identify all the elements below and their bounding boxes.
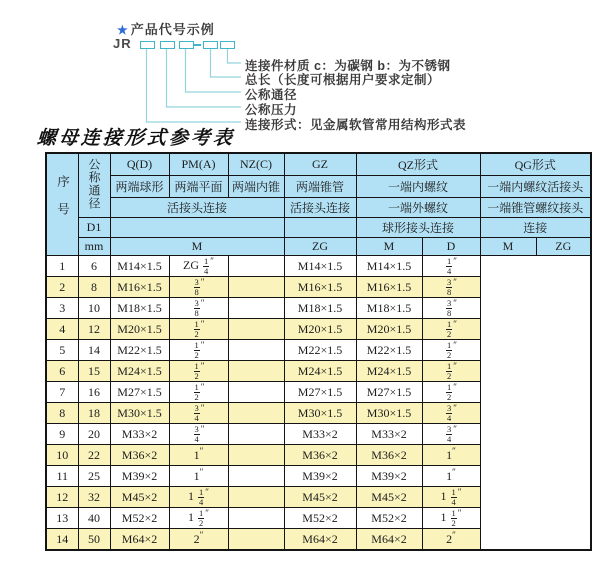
cell-qg-zg: $\frac{3}{4}$ ″ [422,403,480,424]
cell-seq: 7 [46,382,78,403]
cell-qg-m: M22×1.5 [356,340,422,361]
cell-qg-zg: $\frac{1}{2}$ ″ [422,319,480,340]
cell-qz-m [228,277,284,298]
col-header-pm: PM(A) [169,153,228,176]
cell-seq: 14 [46,529,78,551]
code-box-2 [160,41,175,49]
cell-m-main: M64×2 [110,529,169,551]
label-material: 连接件材质 c：为碳钢 b：为不锈钢 [245,59,451,73]
cell-qz-d: M22×1.5 [284,340,356,361]
cell-qz-m [228,487,284,508]
cell-qg-m: M64×2 [356,529,422,551]
col-header-qg: QG形式 [480,153,591,176]
cell-qz-m [228,403,284,424]
cell-seq: 3 [46,298,78,319]
cell-dn-mm: 15 [78,361,110,382]
table-row [46,529,591,551]
blank-cell-main [110,218,284,238]
cell-qg-zg: $\frac{1}{2}$ ″ [422,361,480,382]
cell-seq: 1 [46,256,78,277]
cell-dn-mm: 16 [78,382,110,403]
cell-qz-d: M36×2 [284,445,356,466]
cell-qg-m: M30×1.5 [356,403,422,424]
col-header-qz-m: M [356,238,422,256]
table-row [46,361,591,382]
col-header-gz: GZ [284,153,356,176]
desc-qg-2: 一端锥管螺纹接头 [480,198,591,218]
cell-qg-m: M52×2 [356,508,422,529]
label-total-length: 总长（长度可根据用户要求定制） [245,73,441,87]
cell-qz-m [228,298,284,319]
cell-qg-zg: 1″ [422,466,480,487]
desc-nz: 两端内锥 [228,176,284,198]
cell-gz-zg: 1 $\frac{1}{4}$ ″ [169,487,228,508]
table-body [46,256,591,551]
cell-m-main: M33×2 [110,424,169,445]
cell-dn-mm: 40 [78,508,110,529]
cell-qz-d: M33×2 [284,424,356,445]
cell-m-main: M22×1.5 [110,340,169,361]
cell-gz-zg: 2″ [169,529,228,551]
table-row [46,424,591,445]
cell-dn-mm: 6 [78,256,110,277]
cell-seq: 10 [46,445,78,466]
cell-qg-zg: $\frac{3}{8}$ ″ [422,277,480,298]
cell-qg-zg: 1 $\frac{1}{2}$ ″ [422,508,480,529]
cell-seq: 9 [46,424,78,445]
cell-gz-zg: $\frac{3}{8}$ ″ [169,277,228,298]
table-row [46,319,591,340]
col-header-dn [78,153,110,218]
cell-qz-d: M24×1.5 [284,361,356,382]
cell-dn-mm: 10 [78,298,110,319]
cell-dn-mm: 50 [78,529,110,551]
cell-gz-zg: 1 $\frac{1}{2}$ ″ [169,508,228,529]
qz-connection: 球形接头连接 [356,218,480,238]
cell-qg-m: M18×1.5 [356,298,422,319]
cell-qz-m [228,508,284,529]
col-header-nz: NZ(C) [228,153,284,176]
col-header-qg-zg: ZG [536,238,591,256]
cell-qz-d: M45×2 [284,487,356,508]
table-row [46,466,591,487]
cell-qg-m: M14×1.5 [356,256,422,277]
cell-seq: 2 [46,277,78,298]
cell-dn-mm: 25 [78,466,110,487]
cell-dn-mm: 20 [78,424,110,445]
cell-qz-m [228,466,284,487]
cell-qg-zg: 2″ [422,529,480,551]
cell-qz-d: M52×2 [284,508,356,529]
code-box-5 [220,41,235,49]
col-header-qz-d: D [422,238,480,256]
col-header-zg-main: ZG [284,238,356,256]
label-nominal-press: 公称压力 [245,103,298,117]
col-header-m-main: M [110,238,284,256]
cell-qz-m [228,319,284,340]
table-row [46,403,591,424]
desc-qz-1: 一端内螺纹 [356,176,480,198]
cell-dn-mm: 22 [78,445,110,466]
cell-m-main: M45×2 [110,487,169,508]
col-header-q: Q(D) [110,153,169,176]
cell-qz-m [228,445,284,466]
cell-gz-zg: $\frac{3}{4}$ ″ [169,424,228,445]
code-prefix: JR [113,36,132,51]
cell-seq: 11 [46,466,78,487]
cell-gz-zg: $\frac{3}{8}$ ″ [169,298,228,319]
cell-gz-zg: $\frac{1}{2}$ ″ [169,361,228,382]
cell-qg-m: M36×2 [356,445,422,466]
cell-gz-zg: $\frac{3}{4}$ ″ [169,403,228,424]
desc-qz-2: 一端外螺纹 [356,198,480,218]
cell-m-main: M36×2 [110,445,169,466]
dn-label: 公称通径 [87,157,101,210]
table-row [46,487,591,508]
table-row [46,508,591,529]
cell-qz-d: M16×1.5 [284,277,356,298]
cell-qg-m: M39×2 [356,466,422,487]
cell-m-main: M20×1.5 [110,319,169,340]
cell-gz-zg: $\frac{1}{2}$ ″ [169,382,228,403]
cell-qg-m: M33×2 [356,424,422,445]
cell-qz-m [228,256,284,277]
cell-seq: 5 [46,340,78,361]
cell-seq: 13 [46,508,78,529]
desc-qg-1: 一端内螺纹活接头 [480,176,591,198]
cell-qz-d: M18×1.5 [284,298,356,319]
nut-connection-table [45,152,592,551]
cell-gz-zg: $\frac{1}{2}$ ″ [169,319,228,340]
cell-gz-zg: ZG $\frac{1}{4}$ ″ [169,256,228,277]
cell-qz-m [228,529,284,551]
table-row [46,256,591,277]
cell-dn-mm: 18 [78,403,110,424]
cell-dn-mm: 14 [78,340,110,361]
cell-qz-d: M39×2 [284,466,356,487]
cell-qz-d: M14×1.5 [284,256,356,277]
cell-m-main: M18×1.5 [110,298,169,319]
table-row [46,340,591,361]
cell-qg-zg: $\frac{3}{4}$ ″ [422,424,480,445]
cell-dn-mm: 12 [78,319,110,340]
cell-dn-mm: 32 [78,487,110,508]
cell-qz-m [228,424,284,445]
cell-qg-zg: $\frac{1}{2}$ ″ [422,340,480,361]
qg-connection: 连接 [480,218,591,238]
cell-qz-d: M20×1.5 [284,319,356,340]
cell-qz-d: M27×1.5 [284,382,356,403]
cell-qg-zg: 1″ [422,445,480,466]
desc-gz: 两端锥管 [284,176,356,198]
cell-m-main: M24×1.5 [110,361,169,382]
cell-qz-d: M30×1.5 [284,403,356,424]
col-header-d1: D1 [78,218,110,238]
diagram-title: 产品代号示例 [130,22,215,37]
desc-pm: 两端平面 [169,176,228,198]
col-header-qz: QZ形式 [356,153,480,176]
cell-qg-m: M20×1.5 [356,319,422,340]
table-row [46,445,591,466]
cell-qg-zg: $\frac{1}{2}$ ″ [422,382,480,403]
cell-seq: 4 [46,319,78,340]
label-connection: 连接形式：见金属软管常用结构形式表 [245,118,467,132]
cell-gz-zg: 1″ [169,445,228,466]
cell-qg-zg: $\frac{3}{8}$ ″ [422,298,480,319]
cell-qz-m [228,340,284,361]
code-box-4 [203,41,218,49]
cell-qg-zg: $\frac{1}{4}$ ″ [422,256,480,277]
cell-qg-m: M45×2 [356,487,422,508]
blank-cell-gz [284,218,356,238]
desc-q: 两端球形 [110,176,169,198]
cell-m-main: M27×1.5 [110,382,169,403]
cell-m-main: M52×2 [110,508,169,529]
table-row [46,277,591,298]
cell-dn-mm: 8 [78,277,110,298]
cell-m-main: M30×1.5 [110,403,169,424]
cell-m-main: M16×1.5 [110,277,169,298]
cell-qg-m: M27×1.5 [356,382,422,403]
code-box-1 [140,41,155,49]
cell-qz-m [228,382,284,403]
cell-gz-zg: $\frac{1}{2}$ ″ [169,340,228,361]
table-row [46,298,591,319]
gz-connection: 活接头连接 [284,198,356,218]
label-nominal-dia: 公称通径 [245,88,298,102]
table-title: 螺母连接形式参考表 [36,128,236,149]
table-row [46,382,591,403]
cell-gz-zg: 1″ [169,466,228,487]
cell-qg-zg: 1 $\frac{1}{4}$ ″ [422,487,480,508]
cell-qz-d: M64×2 [284,529,356,551]
col-header-seq [46,153,78,256]
cell-qg-m: M24×1.5 [356,361,422,382]
cell-qg-m: M16×1.5 [356,277,422,298]
cell-seq: 6 [46,361,78,382]
diagram-heading [117,19,215,38]
col-header-qg-m: M [480,238,536,256]
cell-m-main: M39×2 [110,466,169,487]
union-connection: 活接头连接 [110,198,284,218]
code-box-3 [179,41,194,49]
code-dash [194,44,201,46]
cell-m-main: M14×1.5 [110,256,169,277]
cell-qz-m [228,361,284,382]
star-icon: ★ [117,23,129,37]
col-header-mm: mm [78,238,110,256]
cell-seq: 8 [46,403,78,424]
cell-seq: 12 [46,487,78,508]
seq-label: 序号 [55,175,70,230]
